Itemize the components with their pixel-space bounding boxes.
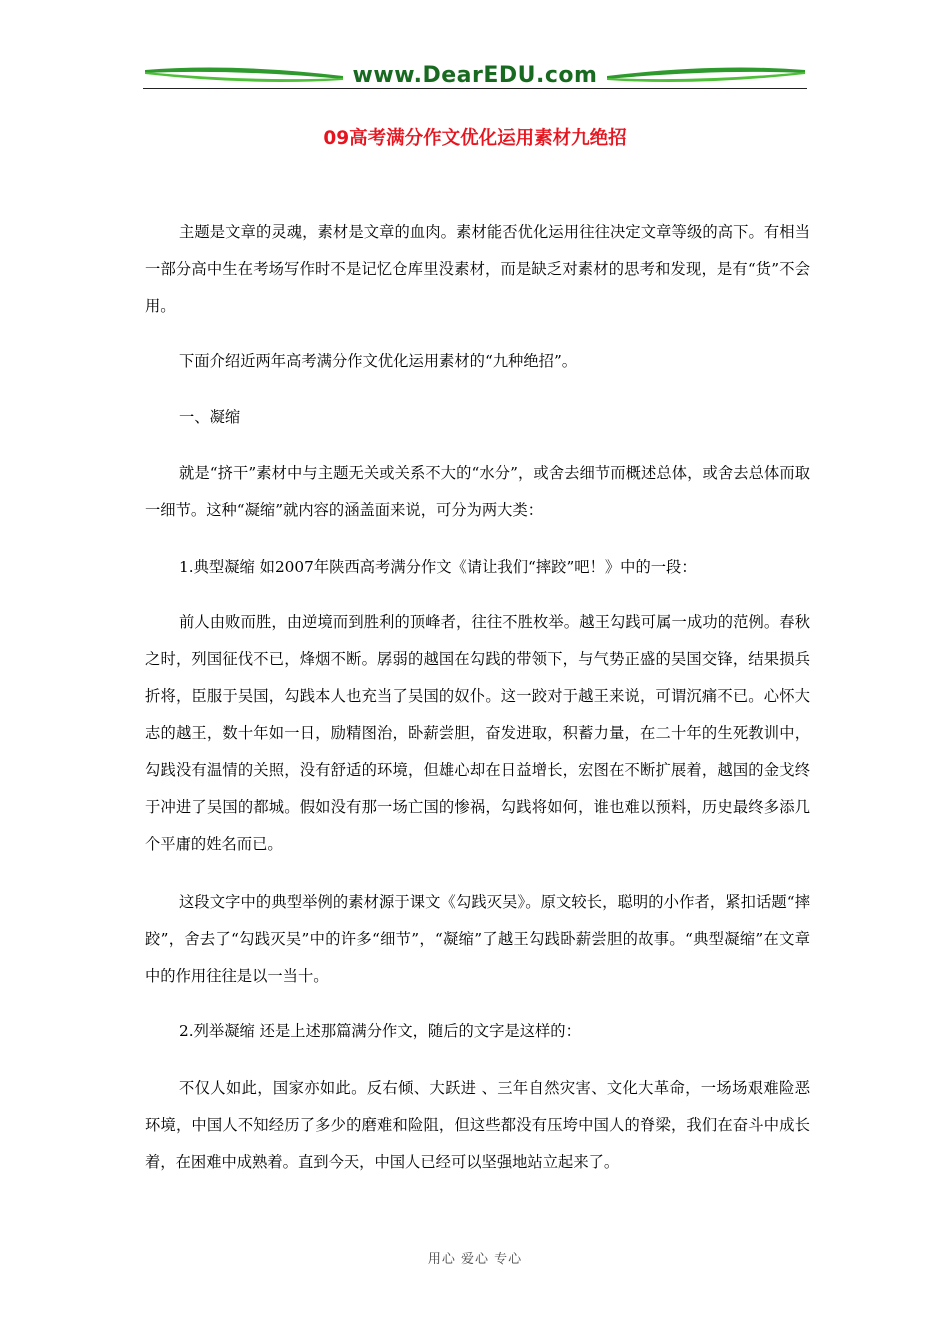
quote-china: 不仅人如此，国家亦如此。反右倾、大跃进 、三年自然灾害、文化大革命，一场场艰难险恶环境，中国人不知经历了多少的磨难和险阻，但这些都没有压垮中国人的脊梁，我们在奋斗中成长着，在困难中成熟着。直到今天，中国人已经可以坚强地站立起来了。 — [145, 1079, 810, 1171]
subheading-typical: 1.典型凝缩 如2007年陕西高考满分作文《请让我们“摔跤”吧！》中的一段： — [179, 558, 697, 576]
paragraph-analysis: 这段文字中的典型举例的素材源于课文《勾践灭吴》。原文较长，聪明的小作者，紧扣话题“摔跤”，舍去了“勾践灭吴”中的许多“细节”，“凝缩”了越王勾践卧薪尝胆的故事。“典型凝缩”在文章中的作用往往是以一当十。 — [145, 893, 810, 985]
document-title: 09高考满分作文优化运用素材九绝招 — [323, 128, 627, 149]
site-logo-text: www.DearEDU.com — [352, 63, 598, 88]
paragraph-overview: 下面介绍近两年高考满分作文优化运用素材的“九种绝招”。 — [179, 352, 578, 370]
page-footer: 用心 爱心 专心 — [427, 1252, 523, 1267]
quote-goujian: 前人由败而胜，由逆境而到胜利的顶峰者，往往不胜枚举。越王勾践可属一成功的范例。春秋之时，列国征伐不已，烽烟不断。孱弱的越国在勾践的带领下，与气势正盛的吴国交锋，结果损兵折将，臣服于吴国，勾践本人也充当了吴国的奴仆。这一跤对于越王来说，可谓沉痛不已。心怀大志的越王，数十年如一日，励精图治，卧薪尝胆，奋发进取，积蓄力量，在二十年的生死教训中，勾践没有温情的关照，没有舒适的环境，但雄心却在日益增长，宏图在不断扩展着，越国的金戈终于冲进了吴国的都城。假如没有那一场亡国的惨祸，勾践将如何，谁也难以预料，历史最终多添几个平庸的姓名而已。 — [145, 613, 810, 853]
header-divider — [143, 88, 807, 89]
section-heading-condense: 一、凝缩 — [179, 408, 241, 426]
subheading-enumerate: 2.列举凝缩 还是上述那篇满分作文，随后的文字是这样的： — [179, 1022, 581, 1040]
paragraph-definition: 就是“挤干”素材中与主题无关或关系不大的“水分”，或舍去细节而概述总体，或舍去总体而取一细节。这种“凝缩”就内容的涵盖面来说，可分为两大类： — [145, 464, 810, 519]
paragraph-intro: 主题是文章的灵魂，素材是文章的血肉。素材能否优化运用往往决定文章等级的高下。有相当一部分高中生在考场写作时不是记忆仓库里没素材，而是缺乏对素材的思考和发现，是有“货”不会用。 — [145, 223, 810, 315]
